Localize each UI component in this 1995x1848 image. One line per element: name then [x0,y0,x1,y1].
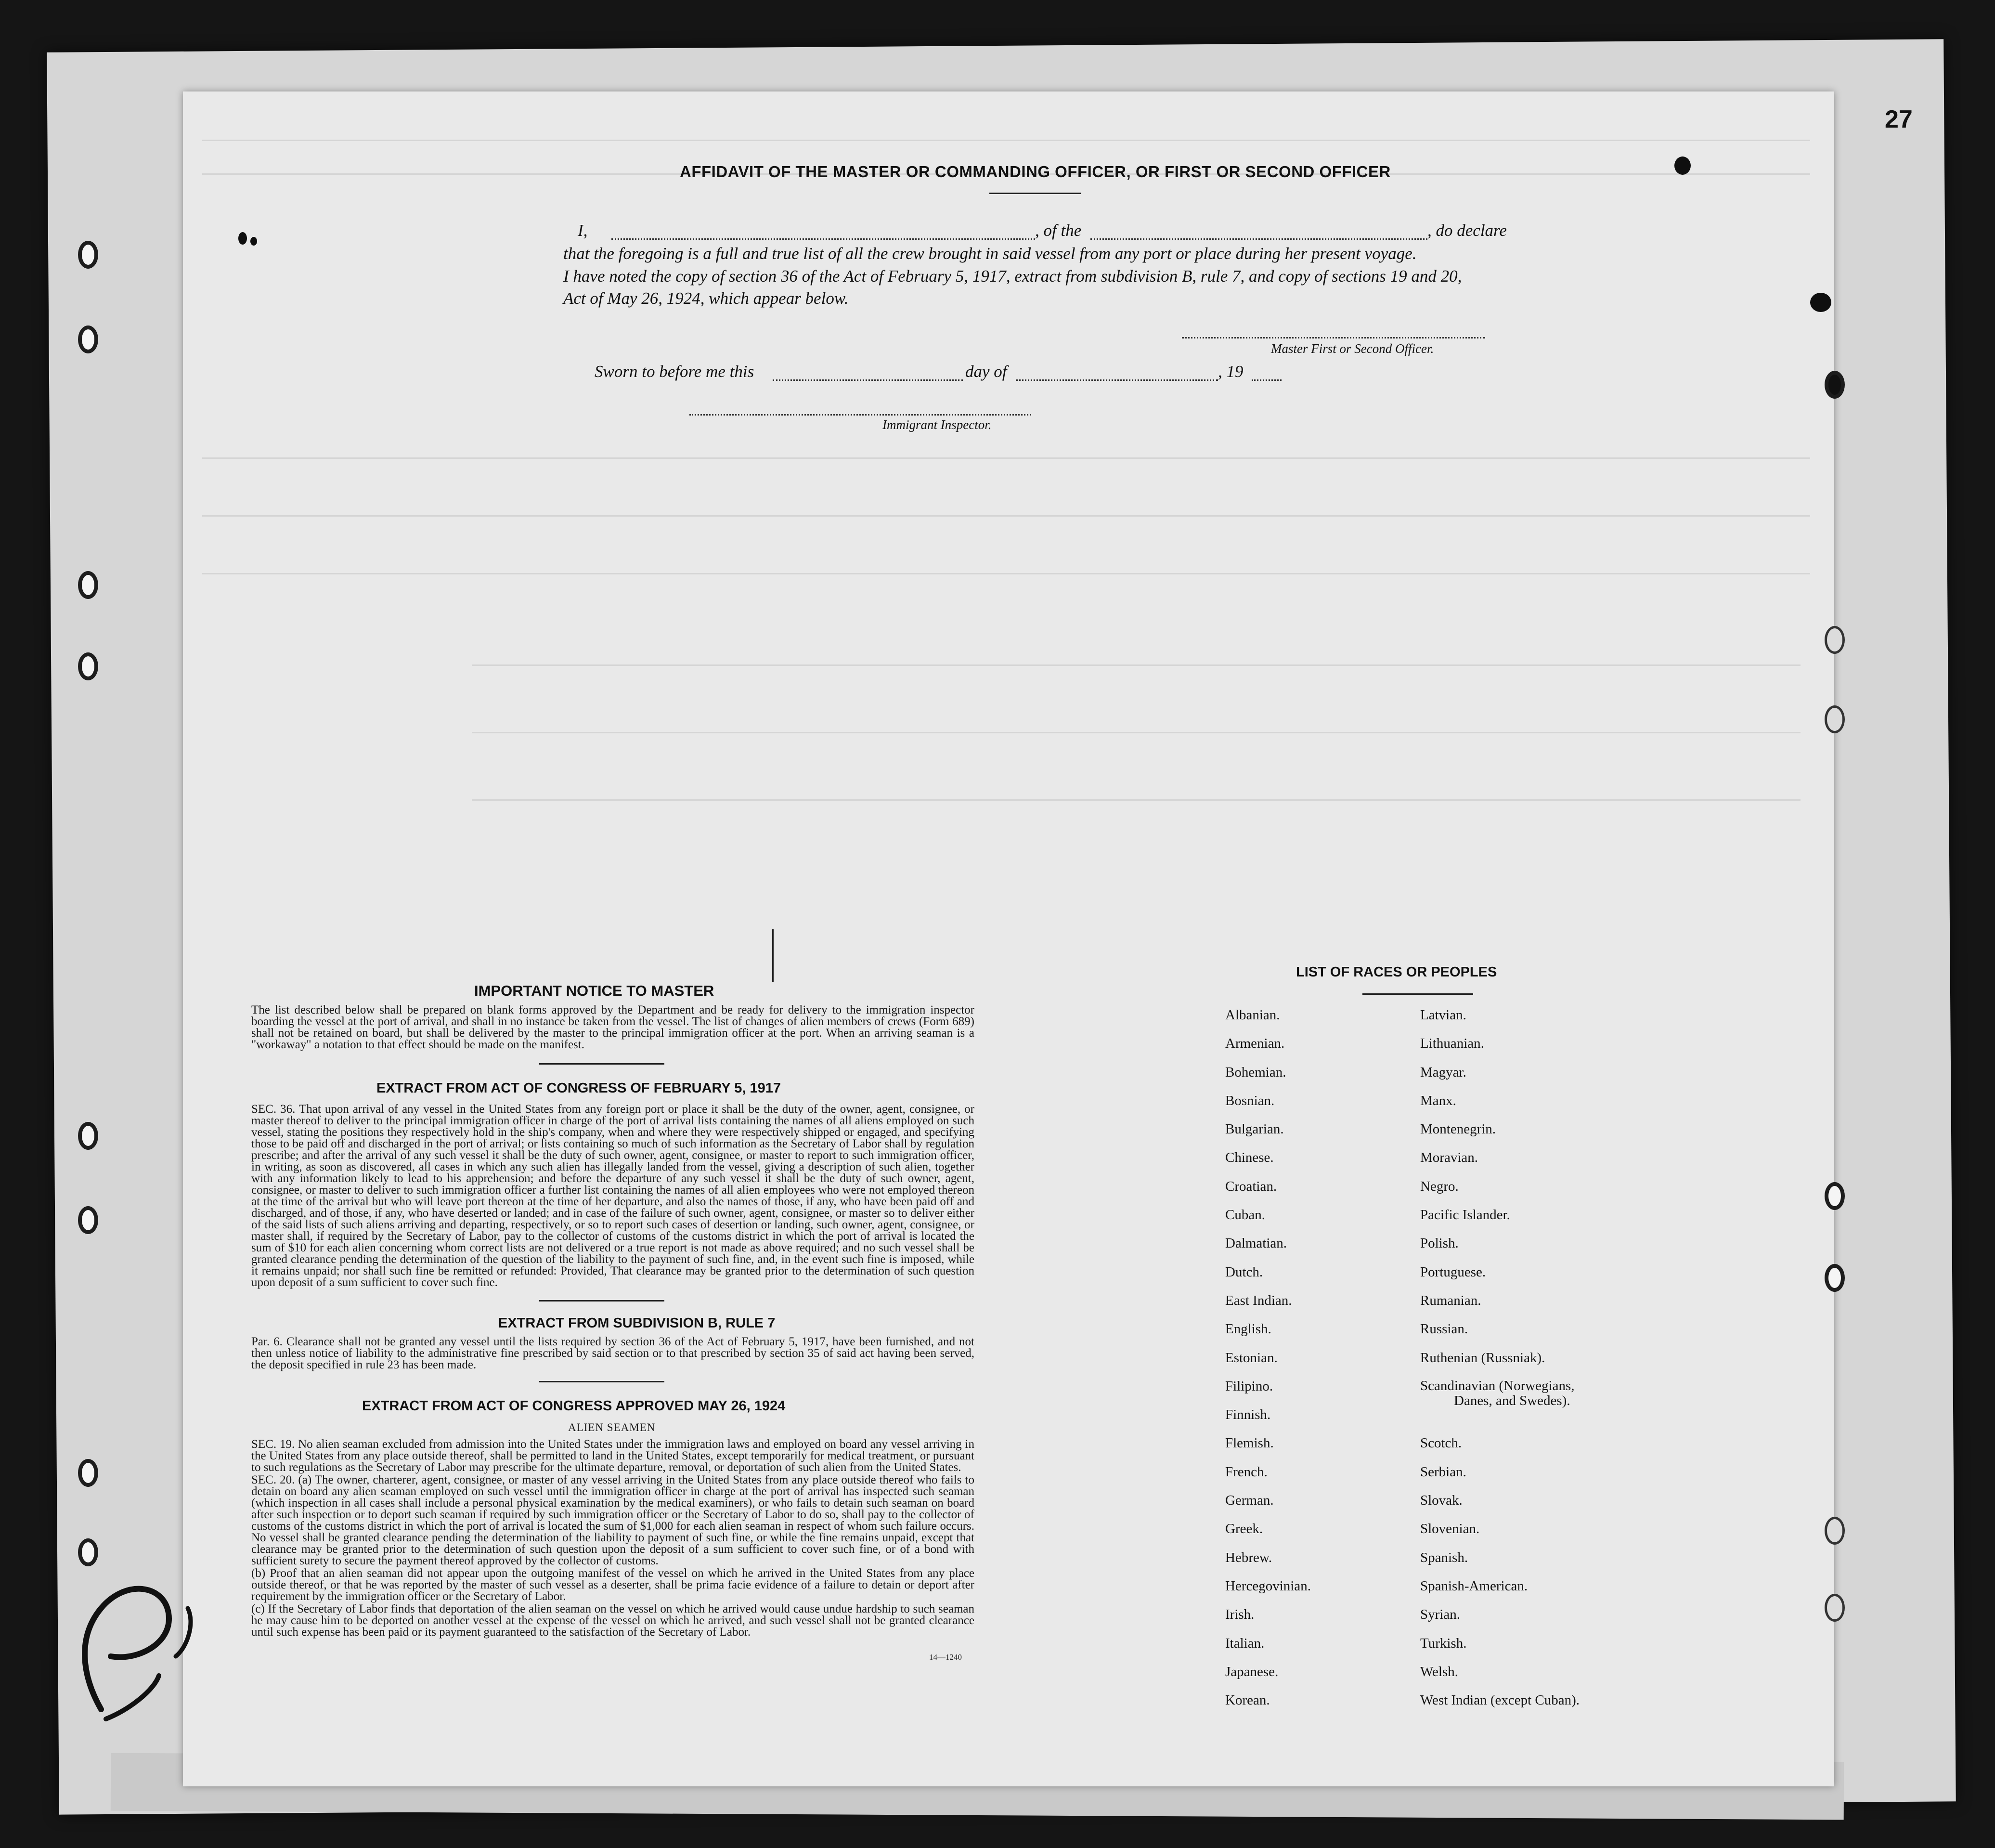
race-item: Turkish. [1420,1635,1467,1651]
race-item: Irish. [1225,1607,1255,1623]
affidavit-title: AFFIDAVIT OF THE MASTER OR COMMANDING OFFICER, OR FIRST OR SECOND OFFICER [680,163,1391,181]
extract-1917-body: SEC. 36. That upon arrival of any vessel in the United States from any foreign port or place it shall be the duty of the owner, agent, consignee, or master thereof to deliver to the principal immigration officer in charge of the port of arrival lists containing the names of all aliens employed on such vessel, stating the positions they respectively hold in the ship's company, when and where they were respectively shipped or engaged, and specifying those to be paid off and discharged in the port of arrival; or lists containing so much of such information as the Secretary of Labor shall by regulation prescribe; and after the arrival of any such vessel it shall be the duty of such owner, agent, consignee, or master to report to such immigration officer, in writing, as soon as discovered, all cases in which any such alien has illegally landed from the vessel, giving a description of such alien, together with any information likely to lead to his apprehension; and before the departure of any such vessel it shall be the duty of such owner, agent, consignee, or master to deliver to such immigration officer a further list containing the names of all alien employees who were not employed thereon at the time of the arrival but who will leave port thereon at the time of her departure, and also the names of those, if any, who have been paid off and discharged, and of those, if any, who have deserted or landed; and in case of the failure of such owner, agent, consignee, or master so to deliver either of the said lists of such aliens arriving and departing, respectively, or so to report such cases of desertion or landing, such owner, agent, consignee, or master shall, if required by the Secretary of Labor, pay to the collector of customs of the customs district in which the port of arrival is located the sum of $10 for each alien concerning whom correct lists are not delivered or a true report is not made as above required; and no such vessel shall be granted clearance pending the determination of the question of the liability to the payment of such fine, and, in the event such fine is imposed, while it remains unpaid; nor shall such fine be remitted or refunded: Provided, That clearance may be granted prior to the determination of such question upon deposit of a sum sufficient to cover such fine. [251,1103,974,1289]
race-item: Welsh. [1420,1664,1459,1679]
race-item: Ruthenian (Russniak). [1420,1350,1545,1366]
race-item: Moravian. [1420,1150,1478,1166]
race-item: Croatian. [1225,1178,1277,1194]
punch-hole [78,1459,98,1487]
sec20b-body: (b) Proof that an alien seaman did not appear upon the outgoing manifest of the vessel on which he arrived in the United States from any place outside thereof, or that he was reported by the master of such vessel as a deserter, shall be prima facie evidence of a failure to detain or deport after requirement by the immigration officer or the Secretary of Labor. [251,1567,974,1603]
race-item: Italian. [1225,1635,1265,1651]
race-item: Manx. [1420,1093,1456,1108]
race-item: Slovak. [1420,1493,1463,1509]
divider [539,1300,664,1301]
sworn-year-label: , 19 [1218,362,1244,381]
race-item: Armenian. [1225,1036,1285,1052]
affidavit-of-the-label: , of the [1035,221,1082,240]
races-title: LIST OF RACES OR PEOPLES [1296,964,1497,980]
race-item: Montenegrin. [1420,1121,1496,1137]
race-item: Polish. [1420,1236,1459,1251]
alien-seamen-subtitle: ALIEN SEAMEN [568,1421,656,1433]
rule7-title: EXTRACT FROM SUBDIVISION B, RULE 7 [498,1315,776,1331]
race-item: Latvian. [1420,1007,1466,1023]
notice-title: IMPORTANT NOTICE TO MASTER [474,982,714,999]
race-item: Estonian. [1225,1350,1278,1366]
race-item: Magyar. [1420,1064,1466,1080]
race-item: Lithuanian. [1420,1036,1484,1052]
notice-body: The list described below shall be prepared on blank forms approved by the Department and be ready for delivery to the immigration inspector boarding the vessel at the port of arrival, and shall in no instance be taken from the vessel. The list of changes of alien members of crews (Form 689) shall not be retained on board, but shall be delivered by the master to the principal immigration officer at the port. When an arriving seaman is a "workaway" a notation to that effect should be made on the manifest. [251,1003,974,1051]
punch-hole [78,1538,98,1566]
punch-hole [1825,1594,1845,1622]
divider [1362,993,1473,995]
race-item: Danes, and Swedes). [1454,1393,1570,1408]
extract-1924-title: EXTRACT FROM ACT OF CONGRESS APPROVED MAY 26, 1924 [362,1398,786,1414]
sworn-date-blank [773,379,963,381]
race-item: Scandinavian (Norwegians, [1420,1378,1575,1393]
ink-blot [1674,156,1691,175]
sworn-year-blank [1252,379,1282,381]
race-item: Korean. [1225,1692,1270,1708]
race-item: Hebrew. [1225,1549,1272,1565]
ink-blot [250,237,257,246]
race-item: Dutch. [1225,1264,1263,1280]
sworn-day-of-label: day of [965,362,1007,381]
race-item: Serbian. [1420,1464,1466,1480]
signature-blank [1182,337,1485,338]
page-number: 27 [1885,105,1913,133]
punch-hole [1825,1182,1845,1210]
ink-blot [238,232,247,245]
punch-hole [78,652,98,680]
punch-hole [78,241,98,269]
handwritten-mark [72,1565,197,1724]
race-item: Negro. [1420,1178,1459,1194]
race-item: Cuban. [1225,1207,1265,1223]
race-item: Russian. [1420,1321,1468,1337]
punch-hole [78,325,98,353]
race-item: Bosnian. [1225,1093,1275,1108]
extract-1917-title: EXTRACT FROM ACT OF CONGRESS OF FEBRUARY 5, 1917 [376,1080,781,1096]
race-item: Finnish. [1225,1407,1271,1423]
punch-hole [78,1206,98,1234]
race-item: Slovenian. [1420,1521,1480,1537]
race-item: Spanish-American. [1420,1578,1528,1594]
inspector-signature-blank [689,414,1031,416]
punch-hole [78,1122,98,1150]
race-item: Flemish. [1225,1435,1274,1451]
race-item: Filipino. [1225,1378,1273,1394]
divider [989,193,1081,194]
name-blank [611,238,1035,240]
punch-hole [1825,705,1845,733]
divider [539,1063,664,1065]
affidavit-line-2: that the foregoing is a full and true list of all the crew brought in said vessel from any port or place during her present voyage. [563,244,1417,263]
punch-hole [1825,1264,1845,1292]
race-item: West Indian (except Cuban). [1420,1692,1580,1708]
race-item: Albanian. [1225,1007,1280,1023]
affidavit-do-declare-label: , do declare [1427,221,1507,240]
race-item: Rumanian. [1420,1292,1481,1308]
sec19-body: SEC. 19. No alien seaman excluded from admission into the United States under the immigration laws and employed on board any vessel arriving in the United States from any place outside thereof, shall be permitted to land in the United States, except temporarily for medical treatment, or pursuant to such regulations as the Secretary of Labor may prescribe for the ultimate departure, removal, or deportation of such alien from the United States. [251,1438,974,1474]
affidavit-i-label: I, [578,221,588,240]
races-left-column [1225,1007,1311,1721]
race-item: Bulgarian. [1225,1121,1284,1137]
affidavit-line-4: Act of May 26, 1924, which appear below. [563,289,849,308]
race-item: Greek. [1225,1521,1263,1537]
form-number: 14—1240 [929,1653,962,1662]
affidavit-line-3: I have noted the copy of section 36 of the Act of February 5, 1917, extract from subdivision B, rule 7, and copy of sections 19 and 20, [563,267,1462,286]
races-right-column [1420,1007,1580,1721]
sworn-label: Sworn to before me this [595,362,754,381]
vessel-blank [1090,238,1427,240]
race-item: German. [1225,1493,1274,1509]
punch-hole [1825,1517,1845,1545]
divider [539,1381,664,1382]
race-item: Syrian. [1420,1607,1460,1623]
race-item: Scotch. [1420,1435,1462,1451]
punch-hole [1825,626,1845,654]
race-item: English. [1225,1321,1271,1337]
sworn-month-blank [1016,379,1218,381]
signer-label: Master First or Second Officer. [1271,341,1434,356]
race-item: Spanish. [1420,1549,1468,1565]
fold-mark [772,929,774,982]
punch-hole [78,571,98,599]
sec20a-body: SEC. 20. (a) The owner, charterer, agent, consignee, or master of any vessel arriving in the United States from any place outside thereof who fails to detain on board any alien seaman employed on such vessel until the immigration officer in charge at the port of arrival has inspected such seaman (which inspection in all cases shall include a personal physical examination by the medical examiners), or who fails to detain such seaman on board after such inspection or to deport such seaman if required by such immigration officer or the Secretary of Labor to do so, shall pay to the collector of customs of the customs district in which the port of arrival is located the sum of $1,000 for each alien seaman in respect of whom such failure occurs. No vessel shall be granted clearance pending the determination of the liability to payment of such fine, or while the fine remains unpaid, except that clearance may be granted prior to the determination of such question upon the deposit of a sum sufficient to cover such fine, or of a bond with sufficient surety to secure the payment thereof approved by the collector of customs. [251,1473,974,1567]
punch-hole [1825,371,1845,399]
race-item: East Indian. [1225,1292,1292,1308]
sec20c-body: (c) If the Secretary of Labor finds that deportation of the alien seaman on the vessel on which he arrived would cause undue hardship to such seaman he may cause him to be deported on another vessel at the expense of the vessel on which he arrived, and such vessel shall not be granted clearance until such expense has been paid or its payment guaranteed to the satisfaction of the Secretary of Labor. [251,1602,974,1639]
race-item: Portuguese. [1420,1264,1486,1280]
race-item: Japanese. [1225,1664,1279,1679]
rule7-body: Par. 6. Clearance shall not be granted any vessel until the lists required by section 36 of the Act of February 5, 1917, have been furnished, and not then unless notice of liability to the administrative fine prescribed by said section or to that prescribed by section 35 of said act having been served, the deposit specified in rule 23 has been made. [251,1335,974,1371]
inspector-label: Immigrant Inspector. [882,417,992,432]
race-item: Dalmatian. [1225,1236,1287,1251]
ink-blot [1810,293,1831,312]
race-item: Chinese. [1225,1150,1274,1166]
race-item: French. [1225,1464,1268,1480]
race-item: Bohemian. [1225,1064,1286,1080]
race-item: Pacific Islander. [1420,1207,1510,1223]
race-item: Hercegovinian. [1225,1578,1311,1594]
